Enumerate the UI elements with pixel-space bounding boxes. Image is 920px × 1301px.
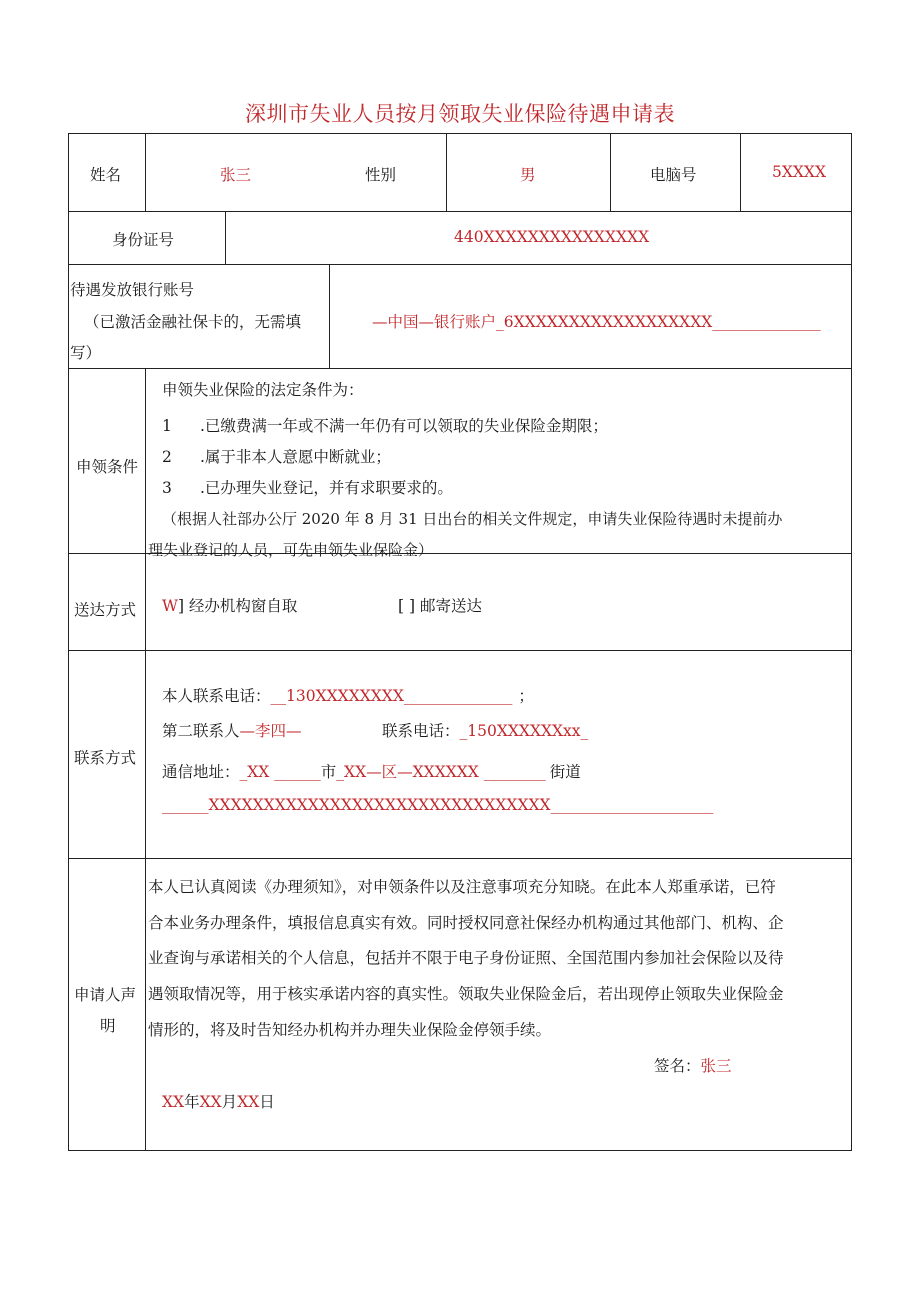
delivery-option-mail[interactable]: [ ] 邮寄送达 bbox=[398, 597, 482, 615]
conditions-note-line2: 理失业登记的人员，可先申领失业保险金） bbox=[148, 541, 434, 559]
contact-label: 联系方式 bbox=[74, 749, 137, 767]
signature-label: 签名： bbox=[654, 1057, 701, 1075]
second-phone-line bbox=[382, 719, 588, 741]
year-label: 年 bbox=[184, 1093, 200, 1111]
bank-mid: —银行账户 bbox=[418, 313, 497, 331]
delivery-option-window[interactable] bbox=[162, 594, 297, 616]
condition-text: .已缴费满一年或不满一年仍有可以领取的失业保险金期限； bbox=[200, 417, 608, 435]
day-label: 日 bbox=[259, 1093, 275, 1111]
date-month: XX bbox=[199, 1093, 222, 1111]
condition-num: 1 bbox=[162, 417, 172, 435]
declaration-line-2: 合本业务办理条件，填报信息真实有效。同时授权同意社保经办机构通过其他部门、机构、企 bbox=[148, 914, 784, 932]
bank-name: 中国 bbox=[387, 313, 419, 331]
own-phone-value: __130XXXXXXXX______________ bbox=[270, 687, 513, 705]
address-line bbox=[162, 760, 581, 782]
bank-label-line3: 写） bbox=[70, 344, 102, 362]
own-phone-end: ； bbox=[518, 687, 534, 705]
bank-account-tail: ______________ bbox=[712, 313, 821, 331]
condition-text: .属于非本人意愿中断就业； bbox=[200, 448, 391, 466]
bank-label-line1: 待遇发放银行账号 bbox=[70, 281, 195, 299]
declaration-label-line1: 申请人声 bbox=[74, 986, 137, 1004]
declaration-line-5: 情形的，将及时告知经办机构并办理失业保险金停领手续。 bbox=[148, 1021, 552, 1039]
date-year: XX bbox=[162, 1093, 185, 1111]
condition-text: .已办理失业登记，并有求职要求的。 bbox=[200, 479, 453, 497]
bank-account-field bbox=[372, 310, 821, 332]
second-contact-label: 第二联系人 bbox=[162, 722, 240, 740]
declaration-label-line2: 明 bbox=[100, 1017, 116, 1035]
name-label: 姓名 bbox=[90, 166, 122, 184]
condition-item-1 bbox=[162, 414, 608, 436]
address-city: 市 bbox=[320, 763, 337, 781]
second-contact-line bbox=[162, 719, 302, 741]
declaration-line-1: 本人已认真阅读《办理须知》，对申领条件以及注意事项充分知晓。在此本人郑重承诺，已符 bbox=[148, 878, 776, 896]
signature-value: 张三 bbox=[700, 1057, 732, 1075]
gender-value: 男 bbox=[520, 166, 536, 184]
form-title: 深圳市失业人员按月领取失业保险待遇申请表 bbox=[245, 102, 675, 126]
date-line bbox=[162, 1090, 275, 1112]
delivery-option-window-mark: W bbox=[162, 597, 178, 615]
address-part2: _XX bbox=[336, 763, 367, 781]
declaration-line-3: 业查询与承诺相关的个人信息，包括并不限于电子身份证照、全国范围内参加社会保险以及待 bbox=[148, 949, 784, 967]
bank-account-value: _6XXXXXXXXXXXXXXXXXX bbox=[496, 313, 713, 331]
declaration-line-4: 遇领取情况等，用于核实承诺内容的真实性。领取失业保险金后，若出现停止领取失业保险金 bbox=[148, 985, 784, 1003]
address-label: 通信地址： bbox=[162, 763, 240, 781]
address-part1: _XX ______ bbox=[239, 763, 321, 781]
name-value: 张三 bbox=[220, 166, 252, 184]
second-phone-label: 联系电话： bbox=[382, 722, 460, 740]
bank-prefix: — bbox=[372, 313, 388, 331]
address-line2: ______XXXXXXXXXXXXXXXXXXXXXXXXXXXXXXX_____________________ bbox=[162, 796, 714, 814]
bank-label-line2: （已激活金融社保卡的，无需填 bbox=[84, 313, 302, 331]
pc-number-value: 5XXXX bbox=[772, 163, 827, 181]
pc-number-label: 电脑号 bbox=[650, 166, 697, 184]
delivery-label: 送达方式 bbox=[74, 601, 137, 619]
own-phone-label: 本人联系电话： bbox=[162, 687, 271, 705]
address-street: 街道 bbox=[549, 763, 581, 781]
address-district: —区— bbox=[366, 763, 413, 781]
conditions-intro: 申领失业保险的法定条件为： bbox=[162, 381, 364, 399]
signature-line bbox=[654, 1054, 732, 1076]
id-label: 身份证号 bbox=[112, 231, 175, 249]
condition-num: 3 bbox=[162, 479, 172, 497]
id-value: 440XXXXXXXXXXXXXXX bbox=[454, 228, 650, 246]
condition-item-2 bbox=[162, 445, 391, 467]
gender-label: 性别 bbox=[365, 166, 397, 184]
month-label: 月 bbox=[221, 1093, 238, 1111]
condition-item-3 bbox=[162, 476, 453, 498]
own-phone-line bbox=[162, 684, 534, 706]
second-phone-value: _150XXXXXXxx_ bbox=[459, 722, 589, 740]
conditions-label: 申领条件 bbox=[76, 458, 139, 476]
date-day: XX bbox=[237, 1093, 260, 1111]
delivery-option-window-text: ] 经办机构窗自取 bbox=[177, 597, 298, 615]
second-contact-value: —李四— bbox=[239, 722, 302, 740]
address-part3: XXXXXX ________ bbox=[412, 763, 546, 781]
conditions-note-line1: （根据人社部办公厅 2020 年 8 月 31 日出台的相关文件规定，申请失业保险待遇时未提前办 bbox=[162, 510, 783, 528]
condition-num: 2 bbox=[162, 448, 172, 466]
